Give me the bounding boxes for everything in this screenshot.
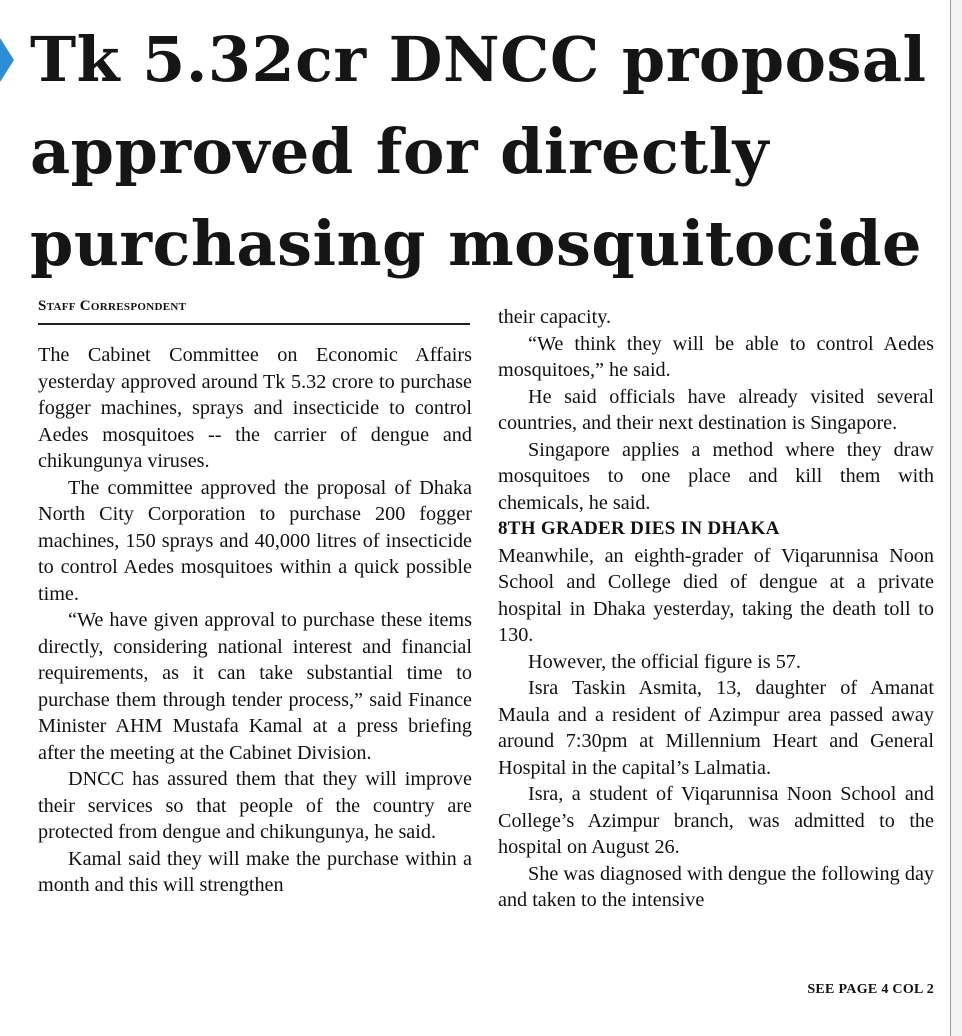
paragraph: She was diagnosed with dengue the following day and taken to the intensive [498, 862, 934, 911]
paragraph: The committee approved the proposal of Dhaka North City Corporation to purchase 200 fogger machines, 150 sprays and 40,000 litres of insecticide to control Aedes mosquitoes within a quick possible time. [38, 476, 472, 605]
byline: Staff Correspondent [38, 298, 470, 325]
paragraph: The Cabinet Committee on Economic Affairs yesterday approved around Tk 5.32 crore to purchase fogger machines, sprays and insecticide to control Aedes mosquitoes -- the carrier of dengue and chikungunya viruses. [38, 344, 472, 472]
paragraph: “We think they will be able to control Aedes mosquitoes,” he said. [498, 332, 934, 381]
left-column [38, 342, 472, 899]
headline [30, 14, 940, 290]
headline-line: Tk 5.32cr DNCC proposal [30, 23, 927, 96]
paragraph: Meanwhile, an eighth-grader of Viqarunnisa Noon School and College died of dengue at a private hospital in Dhaka yesterday, taking the death toll to 130. [498, 544, 934, 646]
continuation-reference: SEE PAGE 4 COL 2 [807, 982, 934, 997]
paragraph: Isra, a student of Viqarunnisa Noon School and College’s Azimpur branch, was admitted to the hospital on August 26. [498, 783, 934, 858]
paragraph: “We have given approval to purchase these items directly, considering national interest and financial requirements, as it can take substantial time to purchase them through tender process,” said Finance Minister AHM Mustafa Kamal at a press briefing after the meeting at the Cabinet Division. [38, 609, 472, 764]
article-marker-icon [0, 38, 14, 82]
paragraph: He said officials have already visited several countries, and their next destination is Singapore. [498, 385, 934, 434]
paragraph: their capacity. [498, 306, 612, 328]
adjacent-column-edge [950, 0, 962, 1036]
right-column [498, 304, 934, 914]
paragraph: Kamal said they will make the purchase within a month and this will strengthen [38, 847, 472, 896]
paragraph: DNCC has assured them that they will improve their services so that people of the country are protected from dengue and chikungunya, he said. [38, 768, 472, 843]
headline-line: purchasing mosquitocide [30, 207, 923, 280]
paragraph: Singapore applies a method where they draw mosquitoes to one place and kill them with chemicals, he said. [498, 438, 934, 514]
paragraph: However, the official figure is 57. [528, 650, 801, 673]
headline-line: approved for directly [30, 115, 770, 188]
paragraph: Isra Taskin Asmita, 13, daughter of Amanat Maula and a resident of Azimpur area passed away around 7:30pm at Millennium Heart and General Hospital in the capital’s Lalmatia. [498, 677, 934, 779]
subheading: 8TH GRADER DIES IN DHAKA [498, 518, 780, 539]
